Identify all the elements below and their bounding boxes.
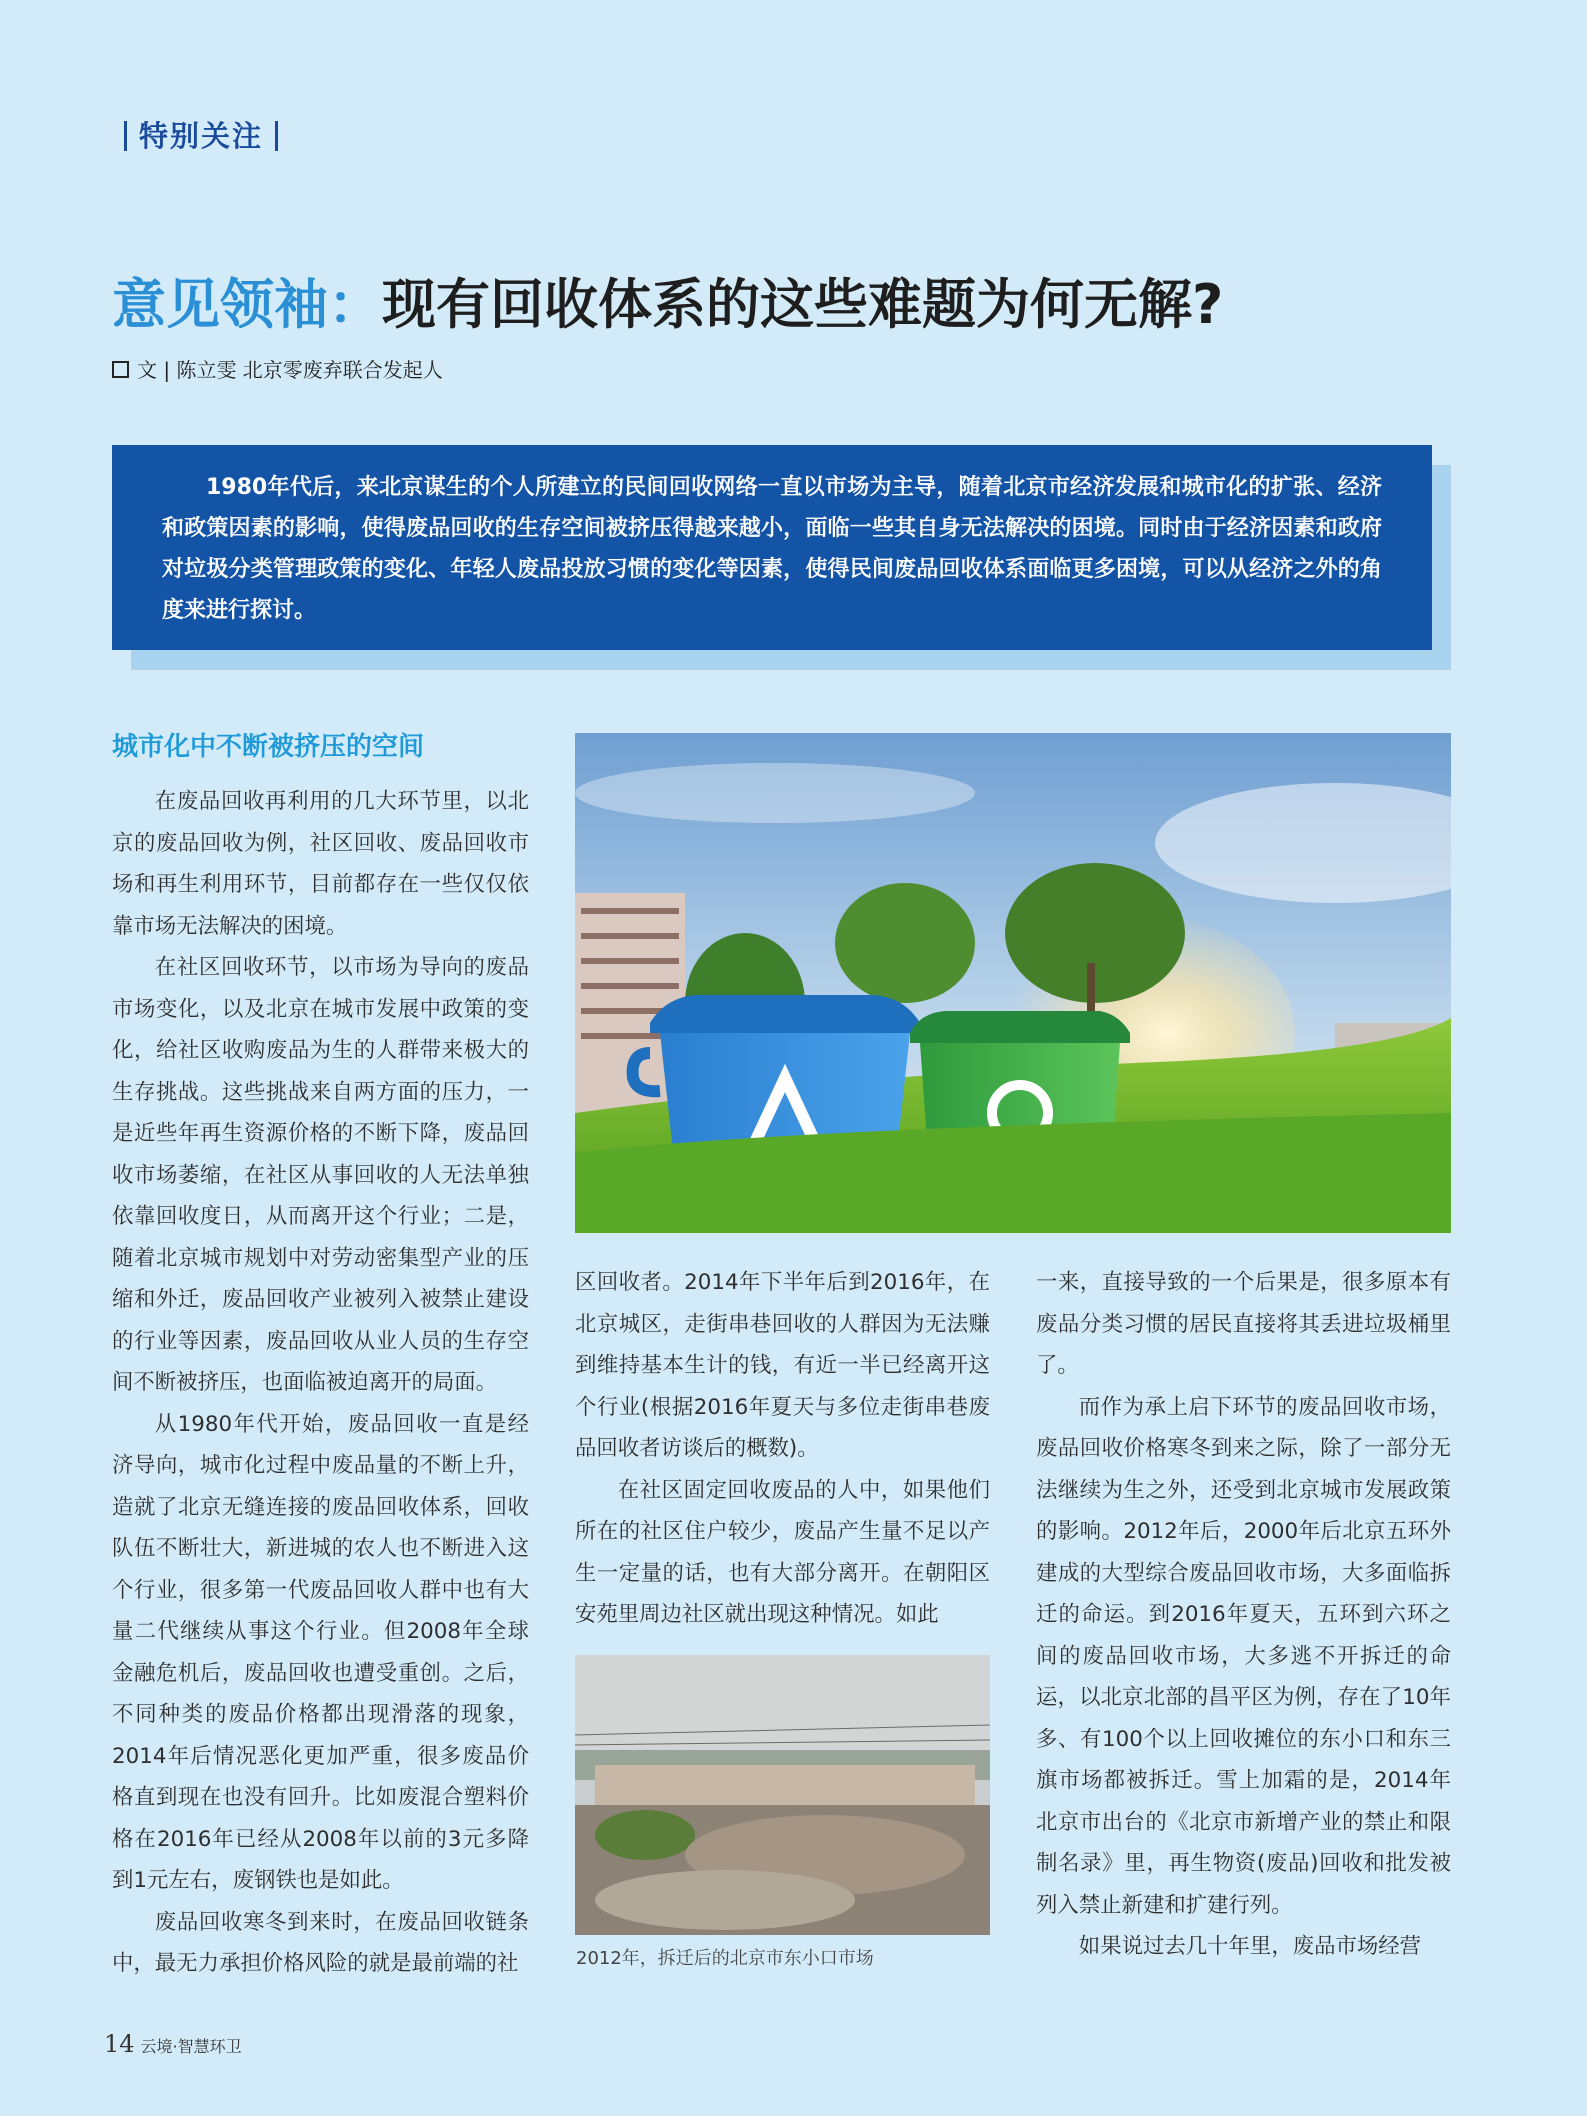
paragraph: 在废品回收再利用的几大环节里，以北京的废品回收为例，社区回收、废品回收市场和再生利用环节，目前都存在一些仅仅依靠市场无法解决的困境。	[112, 789, 529, 939]
photo-caption: 2012年，拆迁后的北京市东小口市场	[576, 1948, 874, 1969]
page-number: 14	[104, 2030, 135, 2058]
divider	[275, 121, 278, 151]
byline	[112, 354, 443, 383]
article-title	[112, 262, 1223, 339]
demolished-market-photo	[575, 1655, 990, 1935]
section-tag-label: 特别关注	[139, 119, 264, 153]
paragraph: 在社区回收环节，以市场为导向的废品市场变化，以及北京在城市发展中政策的变化，给社区收购废品为生的人群带来极大的生存挑战。这些挑战来自两方面的压力，一是近些年再生资源价格的不断下降，废品回收市场萎缩，在社区从事回收的人无法单独依靠回收度日，从而离开这个行业；二是，随着北京城市规划中对劳动密集型产业的压缩和外迁，废品回收产业被列入被禁止建设的行业等因素，废品回收从业人员的生存空间不断被挤压，也面临被迫离开的局面。	[112, 955, 529, 1395]
lead-text: 1980年代后，来北京谋生的个人所建立的民间回收网络一直以市场为主导，随着北京市经济发展和城市化的扩张、经济和政策因素的影响，使得废品回收的生存空间被挤压得越来越小，面临一些其自身无法解决的困境。同时由于经济因素和政府对垃圾分类管理政策的变化、年轻人废品投放习惯的变化等因素，使得民间废品回收体系面临更多困境，可以从经济之外的角度来进行探讨。	[162, 475, 1382, 623]
page-footer	[104, 2030, 242, 2058]
paragraph: 如果说过去几十年里，废品市场经营	[1078, 1934, 1422, 1959]
section-tag	[112, 114, 290, 155]
divider	[124, 121, 127, 151]
byline-text: 文 | 陈立雯 北京零废弃联合发起人	[137, 358, 443, 382]
column-3	[1036, 1262, 1451, 1968]
title-accent: 意见领袖：	[112, 273, 382, 336]
lead-box	[112, 445, 1432, 650]
paragraph: 一来，直接导致的一个后果是，很多原本有废品分类习惯的居民直接将其丢进垃圾桶里了。	[1036, 1270, 1451, 1378]
paragraph: 区回收者。2014年下半年后到2016年，在北京城区，走街串巷回收的人群因为无法赚到维持基本生计的钱，有近一半已经离开这个行业(根据2016年夏天与多位走街串巷废品回收者访谈后的概数)。	[575, 1270, 990, 1461]
paragraph: 从1980年代开始，废品回收一直是经济导向，城市化过程中废品量的不断上升，造就了北京无缝连接的废品回收体系，回收队伍不断壮大，新进城的农人也不断进入这个行业，很多第一代废品回收人群中也有大量二代继续从事这个行业。但2008年全球金融危机后，废品回收也遭受重创。之后，不同种类的废品价格都出现滑落的现象，2014年后情况恶化更加严重，很多废品价格直到现在也没有回升。比如废混合塑料价格在2016年已经从2008年以前的3元多降到1元左右，废钢铁也是如此。	[112, 1411, 529, 1893]
recycling-bins-photo	[575, 733, 1451, 1233]
column-1	[112, 781, 529, 1985]
square-icon	[112, 361, 129, 378]
column-2	[575, 1262, 990, 1636]
paragraph: 在社区固定回收废品的人中，如果他们所在的社区住户较少，废品产生量不足以产生一定量的话，也有大部分离开。在朝阳区安苑里周边社区就出现这种情况。如此	[575, 1477, 990, 1627]
subheading: 城市化中不断被挤压的空间	[112, 732, 425, 762]
title-main: 现有回收体系的这些难题为何无解?	[382, 273, 1224, 336]
paragraph: 而作为承上启下环节的废品回收市场，废品回收价格寒冬到来之际，除了一部分无法继续为生之外，还受到北京城市发展政策的影响。2012年后，2000年后北京五环外建成的大型综合废品回收市场，大多面临拆迁的命运。到2016年夏天，五环到六环之间的废品回收市场，大多逃不开拆迁的命运，以北京北部的昌平区为例，存在了10年多、有100个以上回收摊位的东小口和东三旗市场都被拆迁。雪上加霜的是，2014年北京市出台的《北京市新增产业的禁止和限制名录》里，再生物资(废品)回收和批发被列入禁止新建和扩建行列。	[1036, 1394, 1451, 1918]
magazine-name: 云境·智慧环卫	[140, 2037, 242, 2056]
paragraph: 废品回收寒冬到来时，在废品回收链条中，最无力承担价格风险的就是最前端的社	[112, 1909, 529, 1976]
